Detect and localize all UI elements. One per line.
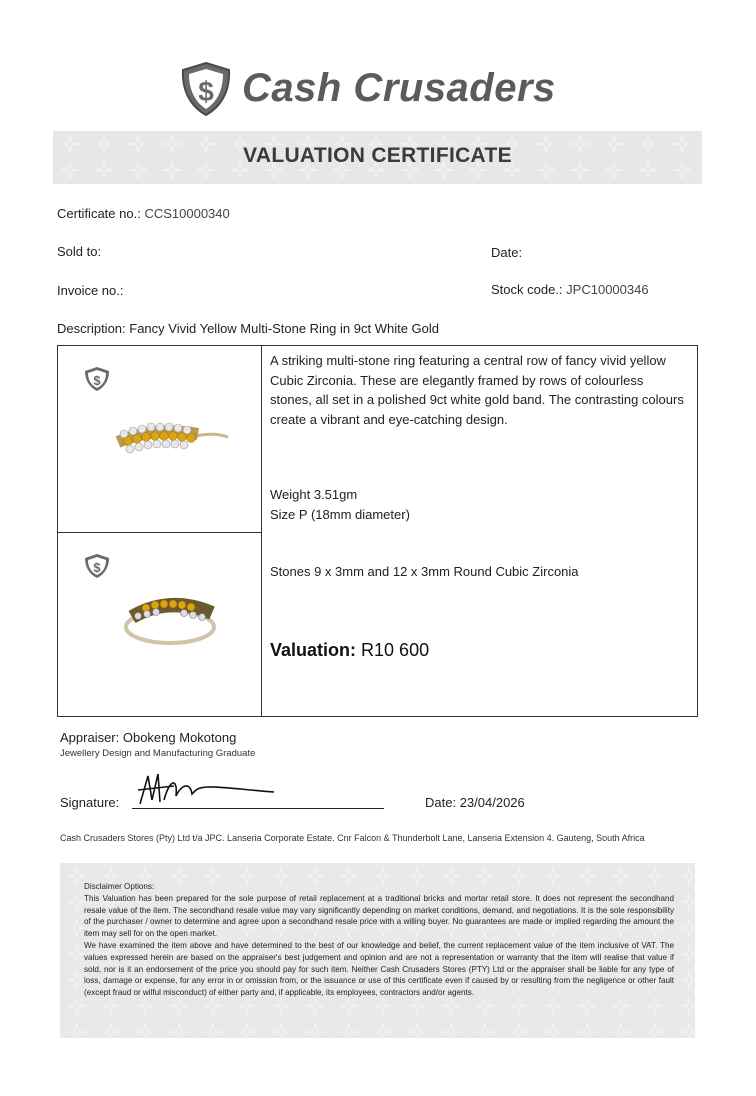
- brand-name: Cash Crusaders: [242, 66, 556, 110]
- page-title: VALUATION CERTIFICATE: [243, 144, 512, 167]
- disclaimer-para-1: This Valuation has been prepared for the sole purpose of retail replacement at a traditional bricks and mortar retail store. It does not represent the secondhand resale value of the item. The secondhand resale value may vary significantly depending on market conditions, demand, and negotiations. It is the sole responsibility of the purchaser / owner to determine and agree upon a secondhand resale price with a willing buyer. No guarantees are made or implied regarding the amount the item may sell for on the open market.: [84, 893, 674, 939]
- item-weight: Weight 3.51gm: [270, 487, 358, 502]
- valuation-value: R10 600: [361, 640, 430, 660]
- valuation: [270, 640, 429, 661]
- table-vertical-divider: [261, 346, 262, 716]
- sold-to-label: Sold to:: [57, 244, 102, 259]
- title-band: [53, 131, 702, 184]
- item-photo-bottom: [58, 533, 261, 719]
- brand-logo: [176, 60, 596, 118]
- certificate-line: [57, 206, 230, 221]
- disclaimer-para-2: We have examined the item above and have determined to the best of our knowledge and belief, the current replacement value of the item inclusive of VAT. The values expressed herein are based on the appraiser's best judgement and opinion and are not a representation or warranty that the item will realise that value if sold, nor is it an endorsement of the price you should pay for such item. Neither Cash Crusaders Stores (PTY) Ltd or the appraiser shall be liable for any type of loss, damage or expense, for any error in or omission from, or the issuance or use of this certificate even if caused by or resulting from the negligence or other fault (except fraud or wilful misconduct) of either party and, if applicable, its employees, contractors and/or agents.: [84, 940, 674, 998]
- appraisal-date-label: Date:: [425, 795, 457, 810]
- svg-text:$: $: [93, 560, 101, 575]
- stock-code-label: Stock code.:: [491, 282, 563, 297]
- certificate-number: CCS10000340: [144, 206, 230, 221]
- appraiser-title: Jewellery Design and Manufacturing Graduate: [60, 748, 256, 759]
- certificate-label: Certificate no.:: [57, 206, 141, 221]
- shield-dollar-icon: [176, 60, 236, 118]
- stock-code: JPC10000346: [566, 282, 649, 297]
- description-label: Description:: [57, 321, 126, 336]
- invoice-label: Invoice no.:: [57, 283, 124, 298]
- description-line: [57, 321, 439, 336]
- item-stones: Stones 9 x 3mm and 12 x 3mm Round Cubic Zirconia: [270, 564, 579, 579]
- signature-image: [134, 770, 284, 812]
- ring-photo-top: [110, 412, 230, 462]
- disclaimer-heading: Disclaimer Options:: [84, 882, 155, 891]
- disclaimer-text: [84, 881, 674, 999]
- svg-text:$: $: [198, 76, 214, 107]
- disclaimer-box: [60, 863, 695, 1038]
- appraiser-name: Appraiser: Obokeng Mokotong: [60, 730, 237, 745]
- appraisal-date: [425, 795, 525, 810]
- stock-code-line: [491, 282, 649, 297]
- shield-dollar-icon: [82, 553, 112, 579]
- description-value: Fancy Vivid Yellow Multi-Stone Ring in 9ct White Gold: [129, 321, 440, 336]
- item-photo-top: [58, 346, 261, 532]
- date-label: Date:: [491, 245, 523, 260]
- svg-text:$: $: [93, 373, 101, 388]
- signature-label: Signature:: [60, 795, 120, 810]
- signature-line: [132, 808, 384, 809]
- item-size: Size P (18mm diameter): [270, 507, 410, 522]
- shield-dollar-icon: [82, 366, 112, 392]
- appraisal-date-value: 23/04/2026: [459, 795, 525, 810]
- item-long-description: A striking multi-stone ring featuring a central row of fancy vivid yellow Cubic Zirconia. These are elegantly framed by rows of colourless stones, all set in a polished 9ct white gold band. The contrasting colours create a vibrant and eye-catching design.: [270, 353, 684, 427]
- company-address: Cash Crusaders Stores (Pty) Ltd t/a JPC. Lanseria Corporate Estate. Cnr Falcon & Thunderbolt Lane, Lanseria Extension 4. Gauteng, South Africa: [60, 833, 645, 843]
- valuation-label: Valuation:: [270, 640, 357, 660]
- ring-photo-bottom: [118, 583, 228, 653]
- item-table: [57, 345, 698, 717]
